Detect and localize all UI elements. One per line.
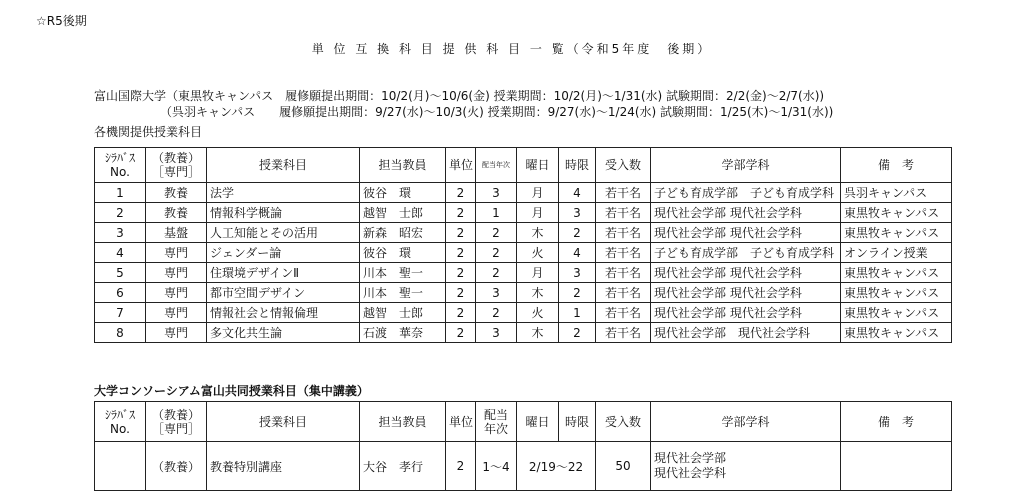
cell-year: 1 <box>476 203 517 223</box>
header-capacity: 受入数 <box>596 402 651 442</box>
cell-no: 6 <box>95 283 146 303</box>
cell-notes: 東黒牧キャンパス <box>841 303 952 323</box>
cell-type: 基盤 <box>146 223 207 243</box>
cell-period: 3 <box>559 203 596 223</box>
cell-day: 月 <box>517 183 559 203</box>
table-row <box>95 323 952 343</box>
cell-teacher: 川本 聖一 <box>360 263 446 283</box>
section-title: 大学コンソーシアム富山共同授業科目（集中講義） <box>94 384 369 398</box>
cell-day: 火 <box>517 303 559 323</box>
cell-type: 専門 <box>146 323 207 343</box>
table-row <box>95 243 952 263</box>
cell-no: 5 <box>95 263 146 283</box>
cell-notes: 東黒牧キャンパス <box>841 323 952 343</box>
header-period: 時限 <box>559 402 596 442</box>
header-credits: 単位 <box>446 148 476 183</box>
cell-dept: 現代社会学部 現代社会学科 <box>651 283 841 303</box>
header-syllabus: ｼﾗﾊﾞｽ No. <box>95 148 146 183</box>
header-dept: 学部学科 <box>651 148 841 183</box>
cell-subject: 人工知能とその活用 <box>207 223 360 243</box>
cell-no <box>95 442 146 491</box>
header-credits: 単位 <box>446 402 476 442</box>
cell-credits: 2 <box>446 243 476 263</box>
cell-notes: 呉羽キャンパス <box>841 183 952 203</box>
cell-subject: 法学 <box>207 183 360 203</box>
cell-type: 専門 <box>146 283 207 303</box>
cell-dept: 現代社会学部 現代社会学科 <box>651 263 841 283</box>
cell-no: 4 <box>95 243 146 263</box>
cell-subject: 情報社会と情報倫理 <box>207 303 360 323</box>
cell-type: 専門 <box>146 243 207 263</box>
cell-capacity: 若干名 <box>596 323 651 343</box>
header-type: （教養） ［専門］ <box>146 148 207 183</box>
header-subject: 授業科目 <box>207 402 360 442</box>
table-row <box>95 303 952 323</box>
cell-year: 3 <box>476 183 517 203</box>
cell-year: 1～4 <box>476 442 517 491</box>
cell-notes <box>841 442 952 491</box>
header-notes: 備 考 <box>841 402 952 442</box>
cell-no: 3 <box>95 223 146 243</box>
cell-dept: 現代社会学部 現代社会学科 <box>651 223 841 243</box>
table-row <box>95 203 952 223</box>
cell-dept: 現代社会学部 現代社会学科 <box>651 303 841 323</box>
cell-notes: 東黒牧キャンパス <box>841 263 952 283</box>
cell-period: 2 <box>559 283 596 303</box>
campus-schedule-line: （呉羽キャンパス 履修願提出期間：9/27(水)～10/3(火) 授業期間：9/27(水)～1/24(水) 試験期間：1/25(木)～1/31(水)) <box>160 105 834 119</box>
cell-credits: 2 <box>446 283 476 303</box>
cell-dept: 現代社会学部 現代社会学科 <box>651 203 841 223</box>
cell-teacher: 越智 士郎 <box>360 303 446 323</box>
header-teacher: 担当教員 <box>360 402 446 442</box>
course-table <box>94 147 952 343</box>
cell-credits: 2 <box>446 303 476 323</box>
header-capacity: 受入数 <box>596 148 651 183</box>
term-label: ☆R5後期 <box>36 14 87 28</box>
header-period: 時限 <box>559 148 596 183</box>
cell-teacher: 彼谷 環 <box>360 243 446 263</box>
cell-subject: ジェンダー論 <box>207 243 360 263</box>
header-notes: 備 考 <box>841 148 952 183</box>
cell-day: 木 <box>517 283 559 303</box>
cell-type: 専門 <box>146 303 207 323</box>
header-teacher: 担当教員 <box>360 148 446 183</box>
cell-credits: 2 <box>446 323 476 343</box>
cell-period: 1 <box>559 303 596 323</box>
cell-period: 2 <box>559 323 596 343</box>
document-title: 単 位 互 換 科 目 提 供 科 目 一 覧（令和5年度 後期） <box>311 42 713 56</box>
campus-schedule-line: 富山国際大学（東黒牧キャンパス 履修願提出期間：10/2(月)～10/6(金) 授業期間：10/2(月)～1/31(水) 試験期間：2/2(金)～2/7(水)) <box>94 89 825 103</box>
cell-capacity: 若干名 <box>596 263 651 283</box>
cell-capacity: 50 <box>596 442 651 491</box>
header-dept: 学部学科 <box>651 402 841 442</box>
cell-day: 木 <box>517 223 559 243</box>
cell-period: 2 <box>559 223 596 243</box>
header-day: 曜日 <box>517 402 559 442</box>
cell-day: 火 <box>517 243 559 263</box>
course-table <box>94 401 952 491</box>
cell-capacity: 若干名 <box>596 303 651 323</box>
cell-year: 2 <box>476 263 517 283</box>
cell-dept: 現代社会学部 現代社会学科 <box>651 323 841 343</box>
cell-year: 3 <box>476 283 517 303</box>
cell-no: 7 <box>95 303 146 323</box>
cell-day: 木 <box>517 323 559 343</box>
cell-capacity: 若干名 <box>596 183 651 203</box>
cell-credits: 2 <box>446 263 476 283</box>
cell-year: 2 <box>476 243 517 263</box>
cell-dept: 現代社会学部 現代社会学科 <box>651 442 841 491</box>
header-subject: 授業科目 <box>207 148 360 183</box>
cell-no: 2 <box>95 203 146 223</box>
cell-teacher: 大谷 孝行 <box>360 442 446 491</box>
cell-year: 2 <box>476 303 517 323</box>
cell-type: （教養） <box>146 442 207 491</box>
cell-subject: 情報科学概論 <box>207 203 360 223</box>
cell-year: 2 <box>476 223 517 243</box>
cell-subject: 住環境デザインⅡ <box>207 263 360 283</box>
cell-day: 月 <box>517 203 559 223</box>
header-year: 配当 年次 <box>476 402 517 442</box>
header-day: 曜日 <box>517 148 559 183</box>
cell-subject: 都市空間デザイン <box>207 283 360 303</box>
cell-teacher: 石渡 華奈 <box>360 323 446 343</box>
cell-teacher: 川本 聖一 <box>360 283 446 303</box>
table-row <box>95 223 952 243</box>
cell-teacher: 越智 士郎 <box>360 203 446 223</box>
cell-period: 4 <box>559 243 596 263</box>
table-header-row <box>95 402 952 442</box>
cell-dept: 子ども育成学部 子ども育成学科 <box>651 183 841 203</box>
cell-teacher: 新森 昭宏 <box>360 223 446 243</box>
header-syllabus: ｼﾗﾊﾞｽ No. <box>95 402 146 442</box>
cell-subject: 多文化共生論 <box>207 323 360 343</box>
cell-credits: 2 <box>446 223 476 243</box>
table-row <box>95 442 952 491</box>
table-header-row <box>95 148 952 183</box>
cell-notes: 東黒牧キャンパス <box>841 203 952 223</box>
cell-credits: 2 <box>446 442 476 491</box>
section-title: 各機関提供授業科目 <box>94 125 203 139</box>
header-type: （教養） ［専門］ <box>146 402 207 442</box>
cell-capacity: 若干名 <box>596 283 651 303</box>
cell-no: 1 <box>95 183 146 203</box>
cell-capacity: 若干名 <box>596 243 651 263</box>
cell-type: 教養 <box>146 203 207 223</box>
cell-credits: 2 <box>446 183 476 203</box>
table-row <box>95 263 952 283</box>
cell-notes: 東黒牧キャンパス <box>841 223 952 243</box>
table-row <box>95 283 952 303</box>
cell-period: 4 <box>559 183 596 203</box>
cell-type: 専門 <box>146 263 207 283</box>
cell-teacher: 彼谷 環 <box>360 183 446 203</box>
cell-credits: 2 <box>446 203 476 223</box>
cell-capacity: 若干名 <box>596 203 651 223</box>
cell-day: 2/19～22 <box>517 442 596 491</box>
cell-dept: 子ども育成学部 子ども育成学科 <box>651 243 841 263</box>
cell-day: 月 <box>517 263 559 283</box>
cell-no: 8 <box>95 323 146 343</box>
cell-capacity: 若干名 <box>596 223 651 243</box>
cell-notes: オンライン授業 <box>841 243 952 263</box>
cell-year: 3 <box>476 323 517 343</box>
cell-period: 3 <box>559 263 596 283</box>
table-row <box>95 183 952 203</box>
header-year: 配当年次 <box>476 148 517 183</box>
cell-subject: 教養特別講座 <box>207 442 360 491</box>
cell-notes: 東黒牧キャンパス <box>841 283 952 303</box>
cell-type: 教養 <box>146 183 207 203</box>
